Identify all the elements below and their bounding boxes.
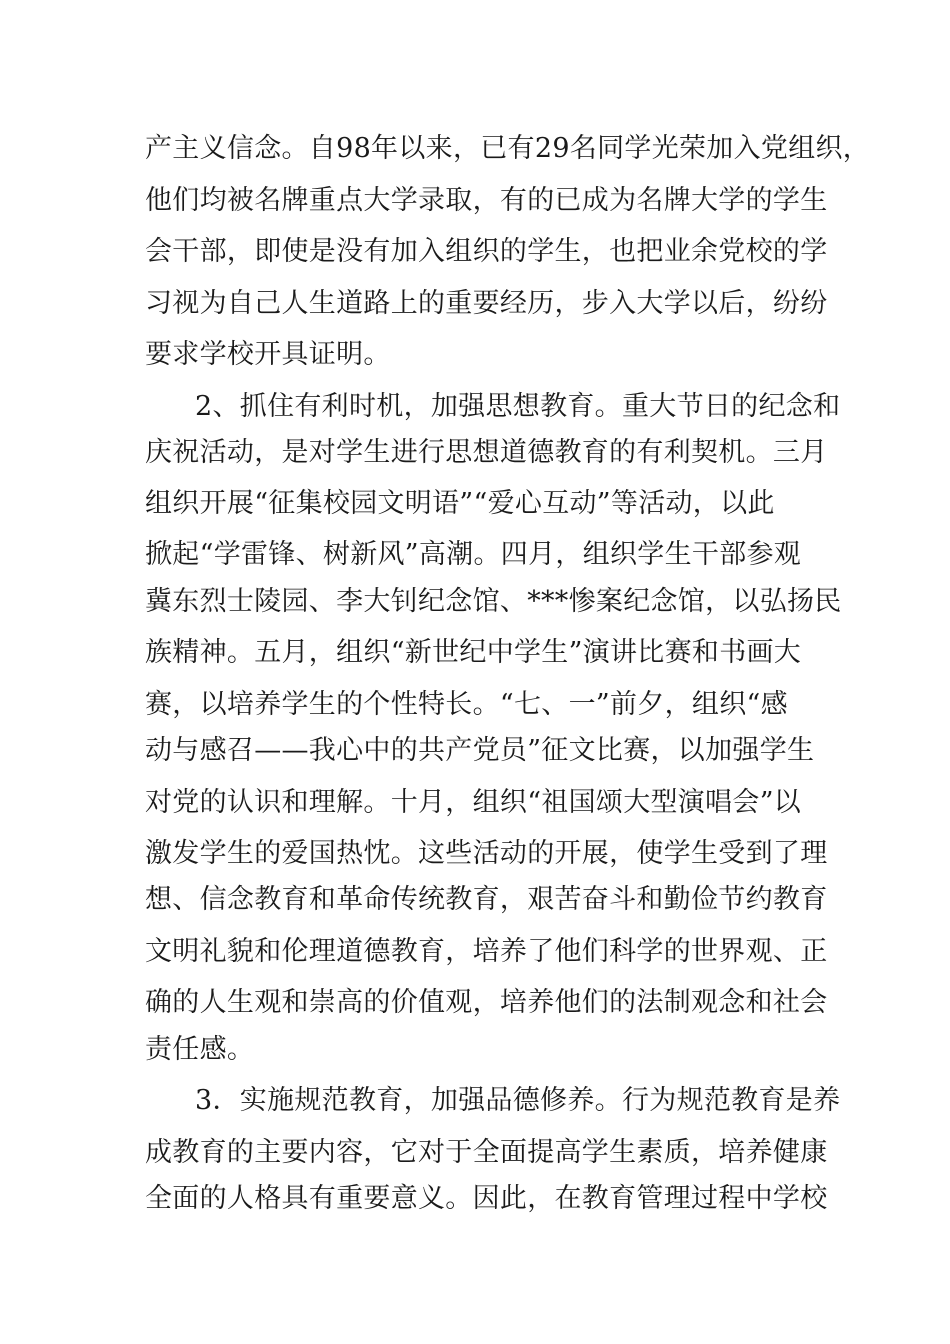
text-line: 想、信念教育和革命传统教育，艰苦奋斗和勤俭节约教育: [145, 884, 828, 915]
text-line: 组织开展“征集校园文明语”“爱心互动”等活动，以此: [145, 488, 775, 519]
text-line: 产主义信念。自98年以来，已有29名同学光荣加入党组织，: [145, 133, 871, 164]
text-line: 3．实施规范教育，加强品德修养。行为规范教育是养: [195, 1085, 841, 1116]
text-line: 责任感。: [145, 1034, 255, 1065]
text-line: 成教育的主要内容，它对于全面提高学生素质，培养健康: [145, 1137, 828, 1168]
text-line: 掀起“学雷锋、树新风”高潮。四月，组织学生干部参观: [145, 539, 802, 570]
text-line: 冀东烈士陵园、李大钊纪念馆、***惨案纪念馆，以弘扬民: [145, 586, 842, 617]
text-line: 动与感召——我心中的共产党员”征文比赛，以加强学生: [145, 735, 815, 766]
text-line: 2、抓住有利时机，加强思想教育。重大节日的纪念和: [195, 391, 841, 422]
text-line: 全面的人格具有重要意义。因此，在教育管理过程中学校: [145, 1183, 828, 1214]
text-line: 习视为自己人生道路上的重要经历，步入大学以后，纷纷: [145, 288, 828, 319]
text-line: 赛，以培养学生的个性特长。“七、一”前夕，组织“感: [145, 689, 788, 720]
text-line: 对党的认识和理解。十月，组织“祖国颂大型演唱会”以: [145, 787, 802, 818]
text-line: 确的人生观和崇高的价值观，培养他们的法制观念和社会: [145, 987, 828, 1018]
text-line: 会干部，即使是没有加入组织的学生，也把业余党校的学: [145, 236, 828, 267]
text-line: 族精神。五月，组织“新世纪中学生”演讲比赛和书画大: [145, 637, 802, 668]
text-line: 他们均被名牌重点大学录取，有的已成为名牌大学的学生: [145, 185, 828, 216]
text-line: 庆祝活动，是对学生进行思想道德教育的有利契机。三月: [145, 437, 828, 468]
text-line: 激发学生的爱国热忱。这些活动的开展，使学生受到了理: [145, 838, 828, 869]
text-line: 文明礼貌和伦理道德教育，培养了他们科学的世界观、正: [145, 936, 828, 967]
text-line: 要求学校开具证明。: [145, 339, 391, 370]
